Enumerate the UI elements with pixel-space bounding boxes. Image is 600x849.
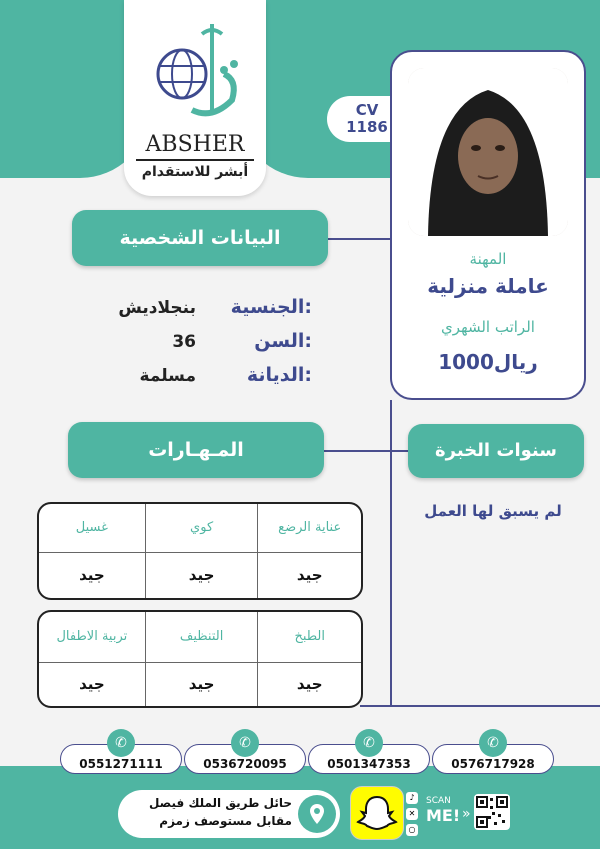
cv-badge [327,96,399,142]
age-label: السن: [254,330,312,352]
phone-chip[interactable] [60,735,182,774]
scan-label: SCAN [426,796,451,806]
skill-level: جيد [258,552,361,598]
phone-icon: ✆ [107,729,135,757]
skill-level: جيد [39,552,145,598]
skill-level: جيد [145,662,258,706]
salary-label: الراتب الشهري [441,318,535,336]
skill-level: جيد [258,662,361,706]
nationality-label: الجنسية: [230,296,312,318]
skill-name: تربية الاطفال [39,612,145,662]
connector-bottom [360,705,600,707]
logo-card [124,0,266,196]
profile-card [390,50,586,400]
address-line-2: مقابل مستوصف زمزم [159,814,292,828]
logo-divider [136,159,254,161]
religion-label: الديانة: [246,364,312,386]
religion-value: مسلمة [139,366,196,386]
phone-icon: ✆ [231,729,259,757]
salary-value: 1000ريال [438,350,538,374]
profile-photo [408,68,568,236]
phone-number: 0576717928 [451,757,535,771]
connector-personal [326,238,392,240]
x-icon[interactable]: ✕ [406,808,418,820]
person-photo-icon [408,68,568,236]
skill-name: التنظيف [145,612,258,662]
chevron-right-icon: » [462,806,471,822]
connector-vertical [390,400,392,706]
nationality-value: بنجلاديش [118,298,196,318]
skill-level: جيد [145,552,258,598]
skills-table-2 [37,610,363,708]
scan-me-text: ME! [426,806,461,825]
age-value: 36 [172,332,196,352]
phone-number: 0501347353 [327,757,411,771]
phone-chip[interactable] [432,735,554,774]
location-pin-icon[interactable] [298,795,336,833]
instagram-icon[interactable]: ○ [406,824,418,836]
phone-number: 0551271111 [79,757,163,771]
logo-latin: ABSHER [145,132,245,157]
address-line-1: حائل طريق الملك فيصل [148,796,292,810]
skills-title: المـهـارات [68,422,324,478]
snapchat-icon[interactable] [350,786,404,840]
connector-skills [322,450,412,452]
skill-name: عناية الرضع [258,504,361,552]
profession-label: المهنة [469,250,507,268]
phone-icon: ✆ [355,729,383,757]
experience-title: سنوات الخبرة [408,424,584,478]
skills-table-1 [37,502,363,600]
skill-level: جيد [39,662,145,706]
personal-data-title: البيانات الشخصية [72,210,328,266]
phone-chip[interactable] [308,735,430,774]
phone-icon: ✆ [479,729,507,757]
experience-value: لم يسبق لها العمل [424,502,562,520]
profession-value: عاملة منزلية [427,274,549,298]
skill-name: الطبخ [258,612,361,662]
phone-chip[interactable] [184,735,306,774]
phone-number: 0536720095 [203,757,287,771]
qr-code-icon[interactable] [474,794,510,830]
skill-name: كوي [145,504,258,552]
skill-name: غسيل [39,504,145,552]
cv-number: 1186 [346,118,388,136]
address-box [118,790,340,838]
cv-label: CV [355,101,379,119]
absher-logo-icon [152,14,242,124]
logo-arabic: أبشر للاستقدام [141,164,249,180]
tiktok-icon[interactable]: ♪ [406,792,418,804]
